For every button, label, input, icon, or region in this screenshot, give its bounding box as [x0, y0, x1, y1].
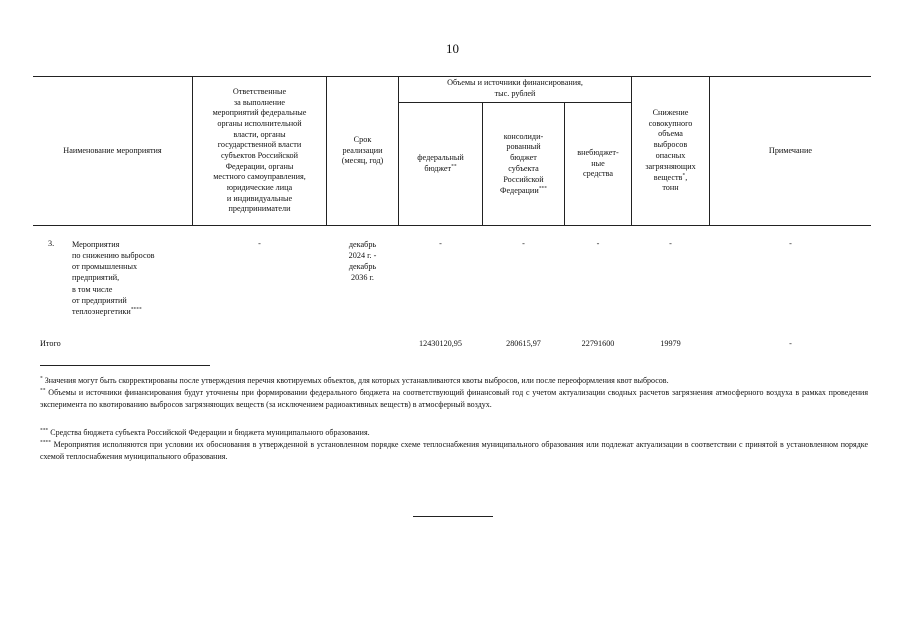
header-emission-reduction: Снижение совокупного объема выбросов опасных загрязняющих веществ*, тонн: [645, 107, 696, 193]
total-label: Итого: [40, 339, 61, 348]
header-extrabudget: внебюджет- ные средства: [577, 147, 619, 179]
header-funding: Объемы и источники финансирования, тыс. рублей: [447, 78, 583, 98]
header-name: Наименование мероприятия: [63, 145, 162, 155]
total-reduction: 19979: [660, 339, 681, 348]
footnote: ** Объемы и источники финансирования будут уточнены при формировании федерального бюджета на соответствующий финансовый год с учетом актуализации сводных расчетов загрязнения атмосферного воздуха в рамках проведения эксперимента по квотированию выбросов загрязняющих веществ (за исключением радиоактивных веществ) в атмосферный воздух.: [40, 387, 868, 409]
row-name: Мероприятия по снижению выбросов от промышленных предприятий, в том числе от предприятий теплоэнергетики****: [72, 240, 155, 316]
footnote: * Значения могут быть скорректированы после утверждения перечня квотируемых объектов, для которых устанавливаются квоты выбросов, или после переоформления квот выбросов.: [40, 375, 669, 385]
row-note: -: [789, 239, 792, 248]
footnote: *** Средства бюджета субъекта Российской Федерации и бюджета муниципального образования.: [40, 427, 370, 437]
footnote-ref: *: [682, 171, 686, 178]
end-separator: [413, 516, 493, 517]
header-responsible: Ответственные за выполнение мероприятий федеральные органы исполнительной власти, органы государственной власти субъектов Российской Федерации, органы местного самоуправления, юридические лица и индивидуальные предприниматели: [212, 87, 307, 214]
footnote-ref: **: [451, 163, 457, 170]
header-note: Примечание: [768, 145, 813, 155]
footnote-ref: ****: [130, 306, 142, 313]
row-extrabudget: -: [596, 239, 600, 248]
row-reduction: -: [669, 239, 672, 248]
row-federal: -: [439, 239, 442, 248]
header-term: Срок реализации (месяц, год): [341, 134, 384, 166]
total-extrabudget: 22791600: [581, 339, 615, 348]
total-federal: 12430120,95: [419, 339, 462, 348]
header-federal-budget: федеральный бюджет**: [417, 153, 464, 173]
footnote: **** Мероприятия исполняются при условии их обоснования в утвержденной в установленном порядке схеме теплоснабжения муниципального образования или подлежат актуализации в соответствии с принятой в установленном порядке схемой теплоснабжения муниципального образования.: [40, 439, 868, 461]
footnote-ref: ***: [538, 184, 547, 191]
total-note: -: [789, 339, 792, 348]
row-responsible: -: [258, 239, 261, 248]
page-number: 10: [446, 41, 459, 56]
total-consolidated: 280615,97: [506, 339, 541, 348]
footnote-separator: [40, 365, 210, 366]
row-number: 3.: [48, 239, 55, 248]
header-consolidated-budget: консолиди- рованный бюджет субъекта Российской Федерации***: [500, 131, 547, 195]
row-term: декабрь 2024 г. - декабрь 2036 г.: [348, 240, 377, 283]
row-consolidated: -: [522, 239, 525, 248]
